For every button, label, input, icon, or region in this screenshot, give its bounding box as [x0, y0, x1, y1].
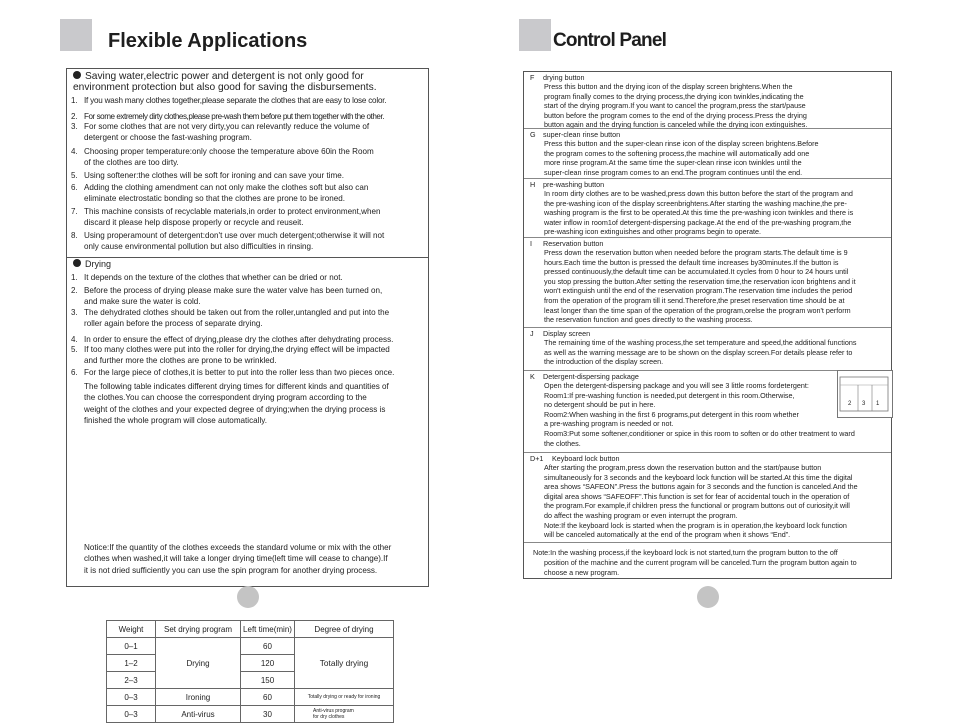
text-line: Choosing proper temperature:only choose the temperature above 60in the Room — [84, 147, 374, 156]
text-line: detergent or choose the fast-washing program. — [84, 132, 252, 142]
text-line: super-clean rinse program comes to an end.The program continues until the end. — [544, 167, 803, 177]
saving-tips-box — [66, 68, 429, 258]
table-cell-program: Ironing — [156, 689, 241, 706]
table-header-degree: Degree of drying — [295, 621, 394, 638]
text-line: do affect the washing program or even interrupt the program. — [544, 510, 738, 520]
saving-item — [84, 171, 426, 182]
control-panel-box — [523, 71, 892, 579]
text-line: For the large piece of clothes,it is better to put into the roller less than two pieces once. — [84, 368, 395, 377]
text-line: the clothes. — [544, 438, 581, 448]
text-line: For some extremely dirty clothes,please pre-wash them before put them together with the other. — [84, 112, 385, 121]
control-section — [524, 452, 891, 543]
saving-heading: Saving water,electric power and detergent is not only good for environment protection but also good for saving the disbursements. — [73, 71, 377, 93]
text-line: you stop pressing the button.After setting the reservation time,the reservation icon brightens and it — [544, 276, 856, 286]
text-line: If too many clothes were put into the roller for drying,the drying effect will be impacted — [84, 345, 390, 354]
section-letter: K — [530, 372, 535, 381]
item-number: 2. — [71, 112, 78, 121]
text-line: The dehydrated clothes should be taken out from the roller,untangled and put into the — [84, 308, 390, 317]
page-title: Flexible Applications — [108, 30, 308, 52]
text-line: Notice:If the quantity of the clothes exceeds the standard volume or mix with the other — [84, 543, 392, 552]
text-line: washing program is the first to be operated.At this time the pre-washing icon twinkles and there is — [544, 208, 854, 218]
table-cell-time: 150 — [241, 672, 295, 689]
section-body — [544, 82, 887, 130]
text-line: the reservation function and goes directly to the washing process. — [544, 315, 753, 325]
text-line: Room3:Put some softener,conditioner or spice in this room to soften or do other treatment to ward — [544, 428, 855, 438]
section-heading — [530, 454, 620, 463]
section-name: Keyboard lock button — [552, 454, 620, 463]
text-line: of the clothes are too dirty. — [84, 157, 179, 167]
text-line: Open the detergent-dispersing package and you will see 3 little rooms fordetergent: — [544, 381, 809, 390]
section-heading — [530, 180, 604, 189]
text-line: Before the process of drying please make sure the water valve has been turned on, — [84, 286, 383, 295]
text-line: water inflow in room1of detergent-dispersing package.At the end of the pre-washing program,the — [544, 217, 852, 227]
table-cell-program: Drying — [156, 638, 241, 689]
control-section — [524, 237, 891, 328]
table-cell-weight: 2–3 — [107, 672, 156, 689]
item-number: 1. — [71, 96, 78, 105]
table-cell-weight: 0–1 — [107, 638, 156, 655]
control-section — [524, 72, 891, 128]
note-first-line: Note:In the washing process,if the keyboard lock is not started,turn the program button to the off — [533, 548, 838, 557]
item-number: 3. — [71, 308, 78, 317]
control-panel-title: Control Panel — [553, 30, 667, 51]
section-name: pre-washing button — [543, 180, 605, 189]
item-number: 3. — [71, 122, 78, 131]
section-name: Detergent-dispersing package — [543, 372, 639, 381]
text-line: a pre-washing program is needed or not. — [544, 419, 674, 429]
saving-item — [84, 112, 426, 123]
item-number: 5. — [71, 171, 78, 180]
text-line: Room2:When washing in the first 6 programs,put detergent in this room whether — [544, 409, 799, 419]
drawer-label-3: 3 — [862, 401, 866, 407]
bullet-icon — [73, 259, 81, 267]
table-cell-weight: 0–3 — [107, 706, 156, 723]
drying-box — [66, 257, 429, 720]
drying-item — [84, 308, 426, 329]
text-line: The following table indicates different drying times for different kinds and quantities of — [84, 382, 389, 391]
item-number: 4. — [71, 147, 78, 156]
section-body — [544, 139, 887, 177]
text-line: and further more the clothes are prone to be wrinkled. — [84, 355, 277, 365]
note-section — [524, 542, 891, 581]
text-line: the program.For example,if children press the functional or program buttons out of curiosity,it will — [544, 501, 850, 511]
text-line: If you wash many clothes together,please separate the clothes that are easy to lose color. — [84, 96, 387, 105]
table-cell-time: 60 — [241, 638, 295, 655]
drying-time-table — [106, 620, 394, 723]
item-number: 8. — [71, 231, 78, 240]
table-cell-degree: Anti-virus program for dry clothes — [295, 706, 394, 723]
text-line: After starting the program,press down the reservation button and the start/pause button — [544, 463, 822, 472]
text-line: position of the machine and the current program will be canceled.Turn the program button again to — [544, 558, 857, 567]
saving-item — [84, 231, 426, 252]
text-line: no detergent should be put in here. — [544, 400, 656, 410]
text-line: the pre-washing icon of the display screenbrightens.After starting the washing machine,the pre- — [544, 198, 847, 208]
section-letter: J — [530, 329, 534, 338]
page-number-circle — [697, 586, 719, 608]
drawer-drawing — [838, 371, 892, 417]
text-line: start of the drying program.If you want to cancel the program,press the start/pause — [544, 101, 806, 111]
saving-item — [84, 96, 426, 107]
bullet-icon — [73, 71, 81, 79]
section-heading — [530, 130, 620, 139]
saving-item — [84, 147, 426, 168]
item-number: 1. — [71, 273, 78, 282]
text-line: the program comes to the softening process,the machine will automatically add one — [544, 148, 810, 158]
text-line: pre-washing icon extinguishes and other programs begin to operate. — [544, 227, 761, 237]
text-line: In room dirty clothes are to be washed,press down this button before the start of the program and — [544, 189, 853, 198]
text-line: area shows “SAFEON”.Press the buttons again for 3 seconds and the function is canceled.And the — [544, 482, 858, 492]
text-line: Using softener:the clothes will be soft for ironing and can save your time. — [84, 171, 345, 180]
table-cell-degree: Totally drying — [295, 638, 394, 689]
section-heading — [530, 329, 590, 338]
table-cell-time: 30 — [241, 706, 295, 723]
drying-paragraph — [84, 381, 424, 426]
text-line: Note:If the keyboard lock is started when the program is in operation,the keyboard lock function — [544, 520, 847, 530]
table-cell-time: 120 — [241, 655, 295, 672]
text-line: Adding the clothing amendment can not only make the clothes soft but also can — [84, 183, 369, 192]
detergent-drawer-illustration — [837, 370, 893, 418]
section-heading — [530, 372, 639, 381]
text-line: weight of the clothes and your expected degree of drying;when the drying process is — [84, 404, 386, 414]
section-heading — [530, 73, 585, 82]
drying-notice — [84, 542, 424, 576]
title-marker-square — [60, 19, 92, 51]
text-line: It depends on the texture of the clothes that whether can be dried or not. — [84, 273, 343, 282]
item-number: 4. — [71, 335, 78, 344]
control-section — [524, 327, 891, 371]
table-cell-program: Anti-virus — [156, 706, 241, 723]
text-line: roller again before the process of separate drying. — [84, 318, 263, 328]
drying-item — [84, 286, 426, 307]
section-letter: F — [530, 73, 535, 82]
drawer-label-2: 2 — [848, 401, 852, 407]
text-line: choose a new program. — [544, 567, 620, 577]
text-line: more rinse program.At the same time the super-clean rinse icon twinkles until the — [544, 158, 802, 168]
section-body — [544, 338, 887, 367]
section-letter: I — [530, 239, 532, 248]
item-number: 7. — [71, 207, 78, 216]
text-line: from the operation of the program till it send.Therefore,the preset reservation time should be at — [544, 295, 845, 305]
text-line: won't extinguish until the end of the reservation program.The reservation time includes the period — [544, 286, 853, 296]
page-number-circle — [237, 586, 259, 608]
section-heading — [530, 239, 603, 248]
table-cell-degree: Totally drying or ready for ironing — [295, 689, 394, 706]
text-line: program finally comes to the drying process,the drying icon twinkles,indicating the — [544, 91, 804, 101]
control-section — [524, 370, 891, 453]
text-line: clothes when washed,it will take a longer drying time(left time will cease to change).If — [84, 554, 388, 564]
text-line: finished the whole program will close automatically. — [84, 415, 267, 425]
text-line: pressed continuously,the default time can be accumulated.It cycles from 0 hour to 24 hours until — [544, 267, 849, 277]
saving-item — [84, 207, 426, 228]
text-line: This machine consists of recyclable materials,in order to protect environment,when — [84, 207, 381, 216]
table-cell-weight: 1–2 — [107, 655, 156, 672]
table-header-program: Set drying program — [156, 621, 241, 638]
section-name: Reservation button — [543, 239, 604, 248]
item-number: 6. — [71, 183, 78, 192]
text-line: button again and the drying function is canceled while the drying icon extinguishes. — [544, 120, 808, 130]
drying-item — [84, 273, 426, 284]
table-cell-time: 60 — [241, 689, 295, 706]
text-line: it is not dried sufficiently you can use the spin program for another drying process. — [84, 565, 378, 575]
note-rest — [544, 558, 887, 577]
section-name: drying button — [543, 73, 585, 82]
section-name: super-clean rinse button — [543, 130, 621, 139]
text-line: For some clothes that are not very dirty,you can relevantly reduce the volume of — [84, 122, 370, 131]
section-letter: D+1 — [530, 454, 544, 463]
text-line: Using properamount of detergent:don't use over much detergent;otherwise it will not — [84, 231, 385, 240]
text-line: In order to ensure the effect of drying,please dry the clothes after dehydrating process. — [84, 335, 394, 344]
section-body — [544, 463, 887, 540]
table-header-time: Left time(min) — [241, 621, 295, 638]
text-line: and make sure the water is cold. — [84, 296, 201, 306]
drying-heading: Drying — [73, 259, 111, 270]
text-line: only cause environmental pollution but also difficulties in rinsing. — [84, 241, 314, 251]
drying-item — [84, 368, 426, 379]
text-line: simultaneously for 3 seconds and the keyboard lock function will be started.At this time the digital — [544, 472, 853, 482]
title-marker-square — [519, 19, 551, 51]
text-line: the introduction of the display screen. — [544, 357, 664, 367]
section-name: Display screen — [543, 329, 591, 338]
text-line: Press this button and the drying icon of the display screen brightens.When the — [544, 82, 793, 91]
text-line: Press down the reservation button when needed before the program starts.The default time is 9 — [544, 248, 848, 257]
item-number: 2. — [71, 286, 78, 295]
text-line: Press this button and the super-clean rinse icon of the display screen brightens.Before — [544, 139, 819, 148]
text-line: the clothes.You can choose the correspondent drying program according to the — [84, 393, 367, 403]
item-number: 5. — [71, 345, 78, 354]
section-letter: G — [530, 130, 536, 139]
item-number: 6. — [71, 368, 78, 377]
drying-item — [84, 335, 426, 346]
text-line: discard it please help dispose properly or recycle and reuseit. — [84, 217, 304, 227]
text-line: least longer than the time span of the operation of the program,orelse the program won't perform — [544, 305, 851, 315]
text-line: digital area shows “SAFEOFF”.This function is set for fear of accidental touch in the operation of — [544, 491, 850, 501]
saving-item — [84, 183, 426, 204]
text-line: hours.Each time the button is pressed the default time increases by30minutes.If the button is — [544, 257, 839, 267]
saving-item — [84, 122, 426, 143]
text-line: The remaining time of the washing process,the set temperature and speed,the additional functions — [544, 338, 857, 347]
drying-item — [84, 345, 426, 366]
table-cell-weight: 0–3 — [107, 689, 156, 706]
text-line: eliminate electrostatic bonding so that the clothes are prone to be ironed. — [84, 193, 345, 203]
table-header-weight: Weight — [107, 621, 156, 638]
text-line: Room1:If pre-washing function is needed,put detergent in this room.Otherwise, — [544, 390, 795, 400]
control-section — [524, 178, 891, 238]
text-line: button before the program comes to the end of the drying process.Press the drying — [544, 110, 807, 120]
section-body — [544, 189, 887, 237]
section-letter: H — [530, 180, 536, 189]
text-line: as well as the warning message are to be shown on the display screen.For details please refer to — [544, 347, 853, 357]
text-line: will be canceled automatically at the end of the program when it shows “End”. — [544, 530, 791, 540]
control-section — [524, 128, 891, 179]
drawer-label-1: 1 — [876, 401, 880, 407]
section-body — [544, 381, 887, 448]
section-body — [544, 248, 887, 325]
